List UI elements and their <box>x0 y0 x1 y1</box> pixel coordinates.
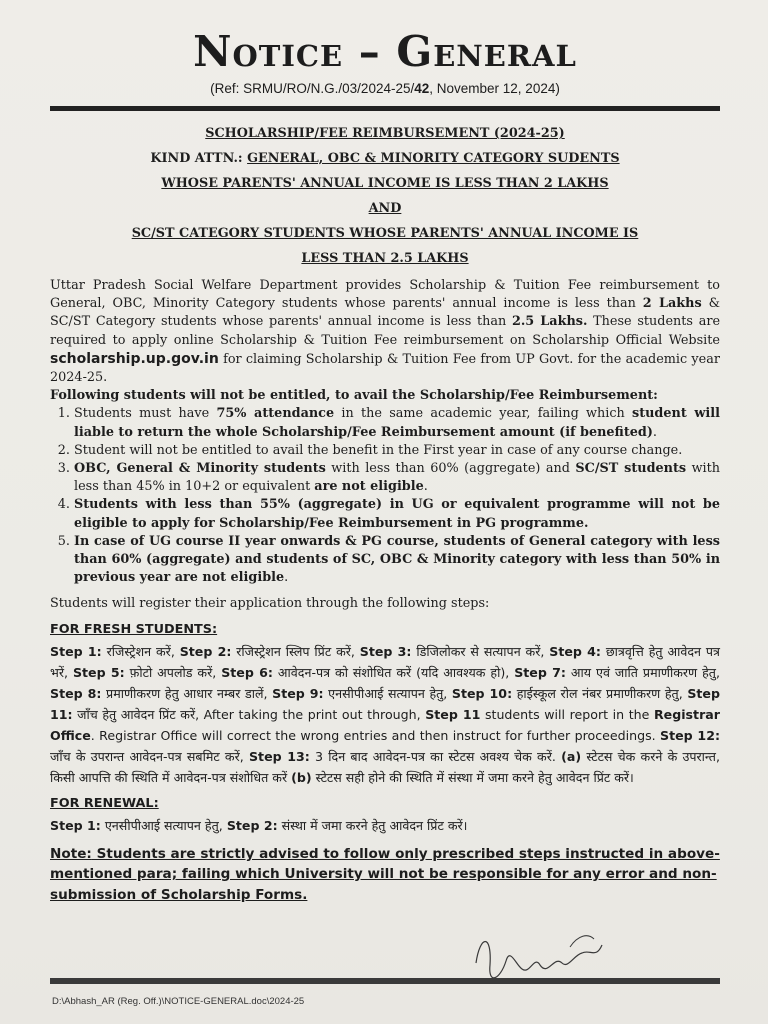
signature-scribble <box>470 925 610 995</box>
renewal-heading: FOR RENEWAL: <box>50 795 159 811</box>
heading-income-25lakh: LESS THAN 2.5 LAKHS <box>301 251 469 266</box>
footer-path: D:\Abhash_AR (Reg. Off.)\NOTICE-GENERAL.doc\2024-25 <box>52 996 305 1007</box>
fresh-steps: Step 1: रजिस्ट्रेशन करें, Step 2: रजिस्ट्रेशन स्लिप प्रिंट करें, Step 3: डिजिलोकर से सत्यापन करें, Step 4: छात्रवृत्ति हेतु आवेदन पत्र भरें, Step 5: फ़ोटो अपलोड करें, Step 6: आवेदन-पत्र को संशोधित करें (यदि आवश्यक हो), Step 7: आय एवं जाति प्रमाणीकरण हेतु, Step 8: प्रमाणीकरण हेतु आधार नम्बर डालें, Step 9: एनसीपीआई सत्यापन हेतु, Step 10: हाईस्कूल रोल नंबर प्रमाणीकरण हेतु, Step 11: जाँच हेतु आवेदन प्रिंट करें, After taking the print out through, Step 11 students will report in the Registrar Office. Registrar Office will correct the wrong entries and then instruct for further proceedings. Step 12: जाँच के उपरान्त आवेदन-पत्र सबमिट करें, Step 13: 3 दिन बाद आवेदन-पत्र का स्टेटस अवश्य चेक करें. (a) स्टेटस चेक करने के उपरान्त, किसी आपत्ति की स्थिति में आवेदन-पत्र संशोधित करें (b) स्टेटस सही होने की स्थिति में संस्था में जमा करने हेतु आवेदन प्रिंट करें। <box>50 643 720 785</box>
entitlement-lead: Following students will not be entitled, to avail the Scholarship/Fee Reimbursement: <box>50 388 658 404</box>
heading-and: AND <box>368 201 402 216</box>
ref-prefix: (Ref: SRMU/RO/N.G./03/2024-25/ <box>210 81 415 96</box>
fresh-students-heading: FOR FRESH STUDENTS: <box>50 621 218 637</box>
intro-paragraph: Uttar Pradesh Social Welfare Department provides Scholarship & Tuition Fee reimbursement to General, OBC, Minority Category students whose parents' annual income is less than 2 Lakhs & SC/ST Category students whose parents' annual income is less than 2.5 Lakhs. These students are required to apply online Scholarship & Tuition Fee reimbursement on Scholarship Official Website scholarship.up.gov.in for claiming Scholarship & Tuition Fee from UP Govt. for the academic year 2024-25. <box>50 278 721 386</box>
list-item: 4. Students with less than 55% (aggregate) in UG or equivalent programme will not be eligible to apply for Scholarship/Fee Reimbursement in PG programme. <box>74 496 720 532</box>
renewal-steps: Step 1: एनसीपीआई सत्यापन हेतु, Step 2: संस्था में जमा करने हेतु आवेदन प्रिंट करें। <box>50 817 468 833</box>
note-paragraph: Note: Students are strictly advised to follow only prescribed steps instructed in above-mentioned para; failing which University will not be responsible for any error and non-submission of Scholarship Forms. <box>50 845 720 903</box>
register-text: Students will register their application through the following steps: <box>50 596 490 612</box>
heading-scst: SC/ST CATEGORY STUDENTS WHOSE PARENTS' ANNUAL INCOME IS <box>131 226 639 241</box>
footer-rule <box>50 978 720 984</box>
list-item: 3. OBC, General & Minority students with less than 60% (aggregate) and SC/ST students with less than 45% in 10+2 or equivalent are not eligible. <box>74 460 720 496</box>
heading-scholarship: SCHOLARSHIP/FEE REIMBURSEMENT (2024-25) <box>205 126 565 141</box>
list-item: 1. Students must have 75% attendance in the same academic year, failing which student will liable to return the whole Scholarship/Fee Reimbursement amount (if benefited). <box>74 405 720 441</box>
reference-line <box>50 80 720 98</box>
list-item: 5. In case of UG course II year onwards & PG course, students of General category with less than 60% (aggregate) and students of SC, OBC & Minority category with less than 50% in previous year are not eligible. <box>74 533 720 588</box>
notice-title: Notice – General <box>193 27 577 76</box>
heading-income-2lakh: WHOSE PARENTS' ANNUAL INCOME IS LESS THAN 2 LAKHS <box>161 176 609 191</box>
ref-suffix: , November 12, 2024) <box>429 81 560 96</box>
entitlement-list <box>50 405 720 587</box>
list-item: 2. Student will not be entitled to avail the benefit in the First year in case of any course change. <box>74 442 720 460</box>
ref-number: 42 <box>414 81 430 96</box>
header-rule <box>50 106 720 111</box>
heading-attention: KIND ATTN.: GENERAL, OBC & MINORITY CATEGORY SUDENTS <box>150 151 620 166</box>
website-link[interactable]: scholarship.up.gov.in <box>50 350 219 367</box>
